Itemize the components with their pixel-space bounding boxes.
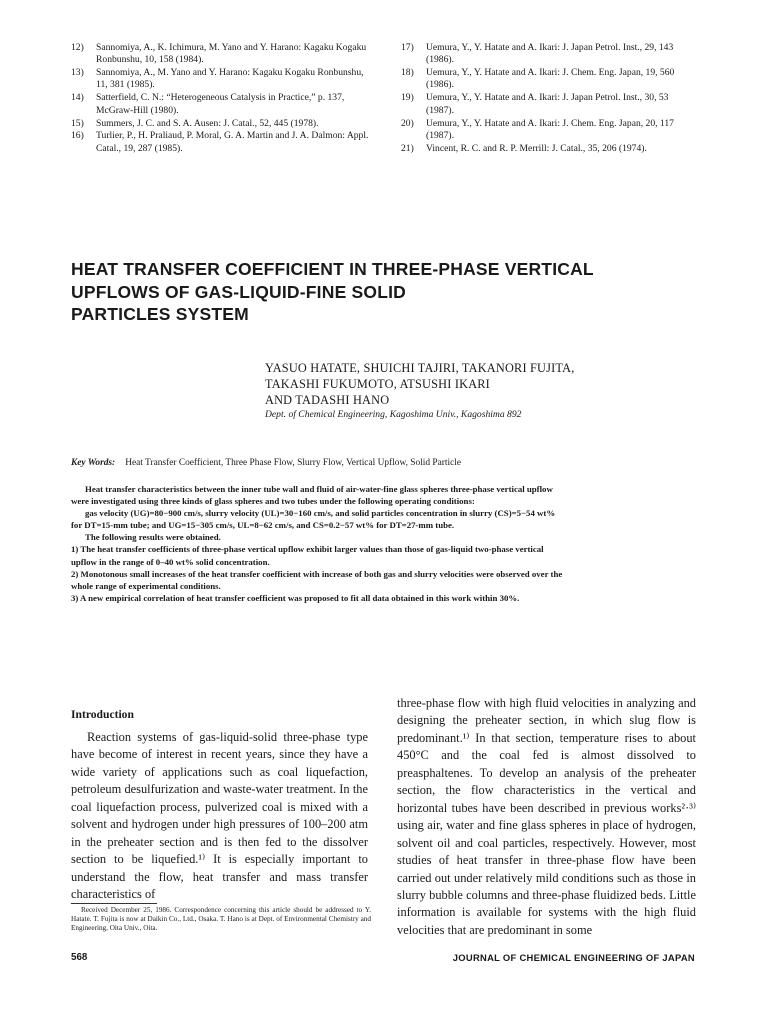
keywords-text: Heat Transfer Coefficient, Three Phase Flow, Slurry Flow, Vertical Upflow, Solid Particle — [125, 458, 462, 468]
footnote-text: Received December 25, 1986. Correspondence concerning this article should be addressed to Y. Hatate. T. Fujita is now at Daikin Co., Ltd., Osaka. T. Hano is at Dept. of Environmental Chemistry and Engineering, Oita Univ., Oita. — [71, 906, 371, 933]
reference-number: 15) — [71, 117, 84, 129]
reference-number: 18) — [401, 67, 414, 79]
reference-text: Satterfield, C. N.: “Heterogeneous Catalysis in Practice,” p. 137, McGraw-Hill (1980). — [96, 92, 345, 116]
abstract-paragraph: Heat transfer characteristics between the inner tube wall and fluid of air-water-fine glass spheres three-phase vertical upflow were investigated using three kinds of glass spheres and two tubes under the following operating conditions: — [71, 484, 553, 507]
reference-text: Turlier, P., H. Praliaud, P. Moral, G. A. Martin and J. A. Dalmon: Appl. Catal., 19, 287 (1985). — [96, 130, 369, 154]
reference-number: 17) — [401, 42, 414, 53]
affiliation: Dept. of Chemical Engineering, Kagoshima Univ., Kagoshima 892 — [265, 409, 522, 420]
reference-text: Sannomiya, A., M. Yano and Y. Harano: Kagaku Kogaku Ronbunshu, 11, 381 (1985). — [96, 67, 364, 91]
reference-text: Summers, J. C. and S. A. Ausen: J. Catal., 52, 445 (1978). — [96, 117, 319, 129]
reference-number: 20) — [401, 117, 414, 129]
section-heading: Introduction — [71, 708, 134, 721]
journal-name: JOURNAL OF CHEMICAL ENGINEERING OF JAPAN — [452, 952, 695, 963]
reference-text: Uemura, Y., Y. Hatate and A. Ikari: J. Japan Petrol. Inst., 29, 143 (1986). — [426, 42, 674, 66]
author-line: TAKASHI FUKUMOTO, ATSUSHI IKARI — [265, 377, 490, 392]
reference-number: 14) — [71, 92, 84, 104]
author-list — [265, 360, 705, 409]
reference-item — [71, 42, 375, 67]
reference-item — [71, 118, 375, 130]
abstract-paragraph: gas velocity (UG)=80−900 cm/s, slurry velocity (UL)=30−160 cm/s, and solid particles concentration in slurry (CS)=5−54 wt% for DT=15-mm tube; and UG=15−305 cm/s, UL=8−62 cm/s, and CS=0.2−57 wt% for DT=27-mm tube. — [71, 508, 556, 531]
reference-item — [401, 67, 697, 92]
abstract-paragraph: The following results were obtained. — [85, 532, 221, 543]
abstract-paragraph: 3) A new empirical correlation of heat transfer coefficient was proposed to fit all data obtained in this work within 30%. — [71, 592, 520, 603]
reference-item — [401, 118, 697, 143]
reference-text: Uemura, Y., Y. Hatate and A. Ikari: J. Chem. Eng. Japan, 20, 117 (1987). — [426, 117, 674, 141]
reference-column-left — [71, 42, 375, 156]
author-line: AND TADASHI HANO — [265, 393, 390, 408]
body-paragraph: Reaction systems of gas-liquid-solid three-phase type have become of interest in recent years, since they have a wide variety of applications such as coal liquefaction, petroleum desulfurization and waste-water treatment. In the coal liquefaction process, pulverized coal is mixed with a solvent and hydrogen under high pressures of 100–200 atm in the preheater section and is then fed to the dissolver section to be liquefied.¹⁾ It is especially important to understand the flow, heat transfer and mass transfer characteristics of — [71, 730, 368, 902]
reference-number: 16) — [71, 130, 84, 142]
abstract-paragraph: 2) Monotonous small increases of the heat transfer coefficient with increase of both gas and slurry velocities were observed over the whole range of experimental conditions. — [71, 568, 563, 591]
reference-number: 21) — [401, 142, 414, 154]
abstract — [71, 483, 564, 604]
article-title — [71, 258, 631, 326]
footnote-divider — [71, 903, 157, 904]
reference-text: Vincent, R. C. and R. P. Merrill: J. Catal., 35, 206 (1974). — [426, 142, 647, 154]
reference-number: 19) — [401, 92, 414, 104]
reference-item — [71, 130, 375, 155]
page-number: 568 — [71, 952, 88, 963]
title-line: HEAT TRANSFER COEFFICIENT IN THREE-PHASE VERTICAL — [71, 259, 594, 279]
reference-list — [71, 42, 697, 156]
body-column-left — [71, 729, 368, 904]
reference-number: 13) — [71, 67, 84, 79]
body-column-right — [397, 695, 696, 939]
reference-text: Sannomiya, A., K. Ichimura, M. Yano and Y. Harano: Kagaku Kogaku Ronbunshu, 10, 158 (1984). — [96, 42, 367, 66]
reference-item — [401, 42, 697, 67]
reference-text: Uemura, Y., Y. Hatate and A. Ikari: J. Japan Petrol. Inst., 30, 53 (1987). — [426, 92, 669, 116]
reference-column-right — [401, 42, 697, 156]
keywords — [71, 458, 701, 468]
keywords-label: Key Words: — [71, 458, 116, 468]
abstract-paragraph: 1) The heat transfer coefficients of three-phase vertical upflow exhibit larger values than those of gas-liquid two-phase vertical upflow in the range of 0–40 wt% solid concentration. — [71, 544, 544, 567]
reference-number: 12) — [71, 42, 84, 53]
author-line: YASUO HATATE, SHUICHI TAJIRI, TAKANORI FUJITA, — [265, 361, 575, 375]
footnote — [71, 906, 371, 933]
reference-text: Uemura, Y., Y. Hatate and A. Ikari: J. Chem. Eng. Japan, 19, 560 (1986). — [426, 67, 675, 91]
reference-item — [71, 92, 375, 117]
reference-item — [71, 67, 375, 92]
reference-item — [401, 143, 697, 155]
title-line: PARTICLES SYSTEM — [71, 304, 249, 324]
title-line: UPFLOWS OF GAS-LIQUID-FINE SOLID — [71, 281, 406, 302]
reference-item — [401, 92, 697, 117]
body-paragraph: three-phase flow with high fluid velocities in analyzing and designing the preheater section, in which slug flow is predominant.¹⁾ In that section, temperature rises to about 450°C and the coal fed is almost dissolved to preasphaltenes. To develop an analysis of the preheater section, the flow characteristics in the vertical and horizontal tubes have been described in previous works²·³⁾ using air, water and fine glass spheres in place of hydrogen, solvent oil and coal particles, respectively. However, most studies of heat transfer in three-phase flow have been carried out under relatively mild conditions such as those in slurry bubble columns and three-phase fluidized beds. Little information is available for systems with the high fluid velocities that are predominant in some — [397, 696, 696, 937]
